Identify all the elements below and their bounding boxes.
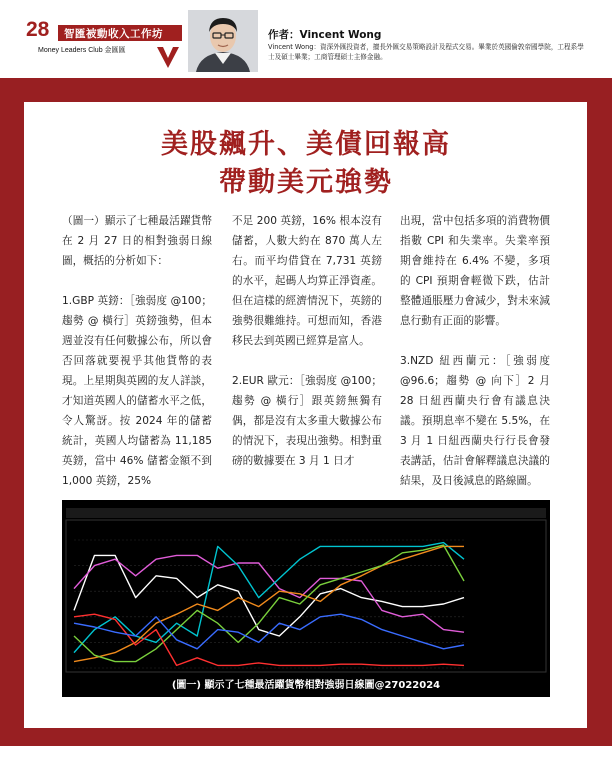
v-logo-icon	[155, 44, 181, 70]
paragraph: 1.GBP 英鎊：［強弱度 @100；趨勢 @ 橫行］英鎊強勢，但本週並沒有任何數據公布，所以會否回落就要視乎其他貨幣的表現。上星期與英國的友人詳談，才知道英國人的儲蓄水平之低，令人驚訝。按 2024 年的儲蓄統計，英國人均儲蓄為 11,185 英鎊，當中 46% 儲蓄金額不到 1,000 英鎊，25%	[62, 295, 212, 487]
author-bio: Vincent Wong：資深外匯投資者，擅長外匯交易策略設計及程式交易。畢業於英國倫敦帝國學院，工程系學士及碩士畢業；工商管理碩士主修金融。	[268, 43, 584, 61]
article-title-line1: 美股飆升、美債回報高	[161, 129, 451, 160]
figure-caption: (圖一) 顯示了七種最活躍貨幣相對強弱日線圖@27022024	[171, 680, 441, 691]
article-column-2	[232, 211, 382, 491]
currency-strength-chart	[62, 500, 550, 697]
chart-series-line-2	[74, 555, 464, 632]
chart-canvas	[62, 500, 550, 697]
article-column-1	[62, 211, 212, 511]
paragraph: 不足 200 英鎊，16% 根本沒有儲蓄，人數大約在 870 萬人左右。而平均借貸在 7,731 英鎊的水平，起碼人均算正淨資產。但在這樣的經濟情況下，英鎊的強勢很難維持。可想而知，香港移民去到英國已經算是富人。	[232, 215, 382, 347]
article-title-line2: 帶動美元強勢	[219, 167, 393, 198]
paragraph: 2.EUR 歐元：［強弱度 @100；趨勢 @ 橫行］跟英鎊無獨有偶，都是沒有太多重大數據公布的情況下，表現出強勢。相對重磅的數據要在 3 月 1 日才	[232, 375, 382, 467]
chart-series-line-1	[74, 555, 464, 636]
club-name: Money Leaders Club 金匯匯	[38, 47, 126, 54]
chart-series-line-6	[74, 614, 464, 665]
article-column-3	[400, 211, 550, 511]
chart-series-line-4	[74, 546, 464, 661]
column-title: 智匯被動收入工作坊	[64, 28, 163, 40]
page-number: 28	[26, 18, 50, 41]
paragraph: （圖一）顯示了七種最活躍貨幣在 2 月 27 日的相對強弱日線圖，概括的分析如下：	[62, 215, 212, 267]
chart-date-strip	[66, 508, 546, 518]
paragraph: 出現，當中包括多項的消費物價指數 CPI 和失業率。失業率預期會維持在 6.4% 不變，多項的 CPI 預期會輕微下跌，估計整體通脹壓力會減少，對未來減息行動有正面的影響。	[400, 215, 550, 327]
paragraph: 3.NZD 紐西蘭元：［強弱度 @96.6；趨勢 @ 向下］2 月 28 日紐西蘭央行會有議息決議。預期息率不變在 5.5%，在 3 月 1 日紐西蘭央行行長會發表講話，估計會解釋議息決議的結果，及日後減息的路線圖。	[400, 355, 550, 487]
author-name: 作者：Vincent Wong	[268, 29, 382, 41]
page-header	[0, 0, 612, 78]
author-photo	[188, 10, 258, 72]
